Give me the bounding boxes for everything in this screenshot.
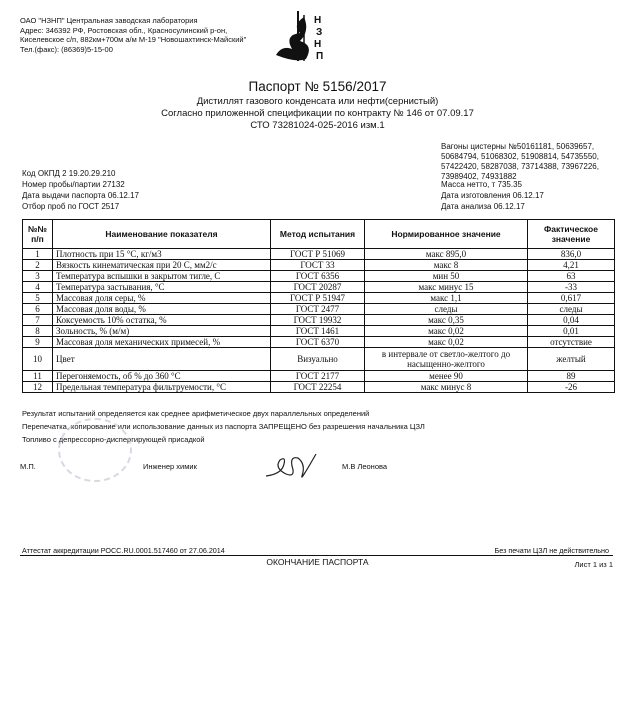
signer-name: М.В Леонова <box>342 462 388 471</box>
note-result: Результат испытаний определяется как среднее арифметическое двух параллельных определений <box>22 409 370 418</box>
indicator-name: Коксуемость 10% остатка, % <box>53 315 271 326</box>
indicator-name: Предельная температура фильтруемости, °С <box>53 382 271 393</box>
test-method: ГОСТ 6356 <box>271 271 365 282</box>
contract-line: Согласно приложенной спецификации по контракту № 146 от 07.09.17 <box>161 108 474 119</box>
footer-divider <box>20 555 613 556</box>
norm-value: макс 0,02 <box>365 326 528 337</box>
wagon-line: Вагоны цистерны №50161181, 50639657, <box>441 142 595 151</box>
wagon-line: 57422420, 58287038, 73714388, 73967226, <box>441 162 599 171</box>
wagon-line: 50684794, 51068302, 51908814, 54735550, <box>441 152 599 161</box>
row-number: 7 <box>23 315 53 326</box>
actual-value: 89 <box>528 371 615 382</box>
header-line: Киселевское с/п, 882км+700м а/м М-19 "Новошахтинск-Майский" <box>20 35 247 44</box>
indicator-name: Перегоняемость, об % до 360 °С <box>53 371 271 382</box>
indicator-name: Температура вспышки в закрытом тигле, С <box>53 271 271 282</box>
wagon-list <box>441 142 621 182</box>
table-row <box>23 282 615 293</box>
results-table <box>22 219 615 393</box>
standard-line: СТО 73281024-025-2016 изм.1 <box>250 120 385 131</box>
indicator-name: Вязкость кинематическая при 20 С, мм2/с <box>53 260 271 271</box>
indicator-name: Зольность, % (м/м) <box>53 326 271 337</box>
stamp-place: М.П. <box>20 462 36 471</box>
table-row <box>23 271 615 282</box>
row-number: 9 <box>23 337 53 348</box>
actual-value: -26 <box>528 382 615 393</box>
table-row <box>23 249 615 260</box>
col-header-method: Метод испытания <box>271 220 365 249</box>
row-number: 5 <box>23 293 53 304</box>
logo-letter: Н <box>314 39 322 50</box>
norm-value: менее 90 <box>365 371 528 382</box>
norm-value: в интервале от светло-желтого до насыщенно-желтого <box>365 348 528 371</box>
test-method: ГОСТ 1461 <box>271 326 365 337</box>
sampling-standard: Отбор проб по ГОСТ 2517 <box>22 202 120 211</box>
sample-number: Номер пробы/партии 27132 <box>22 180 125 189</box>
note-copyright: Перепечатка, копирование или использование данных из паспорта ЗАПРЕЩЕНО без разрешения начальника ЦЗЛ <box>22 422 425 431</box>
indicator-name: Массовая доля воды, % <box>53 304 271 315</box>
page-counter: Лист 1 из 1 <box>574 560 613 569</box>
row-number: 1 <box>23 249 53 260</box>
test-method: ГОСТ 33 <box>271 260 365 271</box>
test-method: ГОСТ 6370 <box>271 337 365 348</box>
test-method: ГОСТ 2177 <box>271 371 365 382</box>
test-method: ГОСТ Р 51069 <box>271 249 365 260</box>
header-line: Тел.(факс): (86369)5-15-00 <box>20 44 113 54</box>
indicator-name: Цвет <box>53 348 271 371</box>
actual-value: 63 <box>528 271 615 282</box>
header-line: ОАО "НЗНП" Центральная заводская лаборатория <box>20 16 198 25</box>
signer-role: Инженер химик <box>143 462 197 471</box>
analysis-date: Дата анализа 06.12.17 <box>441 202 525 211</box>
wagon-line: 73989402, 74931882 <box>441 172 517 181</box>
note-additive: Топливо с депрессорно-диспергирующей присадкой <box>22 435 205 444</box>
row-number: 2 <box>23 260 53 271</box>
logo-letter: П <box>316 51 324 62</box>
norm-value: макс минус 8 <box>365 382 528 393</box>
indicator-name: Массовая доля механических примесей, % <box>53 337 271 348</box>
actual-value: 0,04 <box>528 315 615 326</box>
indicator-name: Плотность при 15 °С, кг/м3 <box>53 249 271 260</box>
actual-value: следы <box>528 304 615 315</box>
indicator-name: Массовая доля серы, % <box>53 293 271 304</box>
table-row <box>23 293 615 304</box>
col-header-actual: Фактическое значение <box>528 220 615 249</box>
lab-header <box>20 16 246 54</box>
actual-value: 0,617 <box>528 293 615 304</box>
table-row <box>23 315 615 326</box>
norm-value: макс 1,1 <box>365 293 528 304</box>
okpd-code: Код ОКПД 2 19.20.29.210 <box>22 169 116 178</box>
product-name: Дистиллят газового конденсата или нефти(сернистый) <box>196 96 439 107</box>
company-logo <box>270 5 340 67</box>
actual-value: 4,21 <box>528 260 615 271</box>
accreditation: Аттестат аккредитации РОСС.RU.0001.517460 от 27.06.2014 <box>22 546 225 555</box>
issue-date: Дата выдачи паспорта 06.12.17 <box>22 191 139 200</box>
norm-value: макс 8 <box>365 260 528 271</box>
actual-value: желтый <box>528 348 615 371</box>
logo-letter: З <box>316 27 323 38</box>
norm-value: следы <box>365 304 528 315</box>
table-row <box>23 326 615 337</box>
test-method: ГОСТ Р 51947 <box>271 293 365 304</box>
norm-value: макс 895,0 <box>365 249 528 260</box>
row-number: 4 <box>23 282 53 293</box>
indicator-name: Температура застывания, °С <box>53 282 271 293</box>
actual-value: отсутствие <box>528 337 615 348</box>
row-number: 6 <box>23 304 53 315</box>
norm-value: макс минус 15 <box>365 282 528 293</box>
net-mass: Масса нетто, т 735.35 <box>441 180 522 189</box>
header-line: Адрес: 346392 РФ, Ростовская обл., Красносулинский р-он, <box>20 25 228 35</box>
table-row <box>23 348 615 371</box>
col-header-norm: Нормированное значение <box>365 220 528 249</box>
row-number: 11 <box>23 371 53 382</box>
end-of-passport: ОКОНЧАНИЕ ПАСПОРТА <box>266 557 369 567</box>
norm-value: макс 0,02 <box>365 337 528 348</box>
table-row <box>23 304 615 315</box>
test-method: ГОСТ 20287 <box>271 282 365 293</box>
norm-value: мин 50 <box>365 271 528 282</box>
actual-value: 836,0 <box>528 249 615 260</box>
passport-title: Паспорт № 5156/2017 <box>248 79 387 94</box>
table-row <box>23 260 615 271</box>
row-number: 3 <box>23 271 53 282</box>
test-method: ГОСТ 22254 <box>271 382 365 393</box>
table-row <box>23 337 615 348</box>
col-header-number: №№ п/п <box>23 220 53 249</box>
actual-value: -33 <box>528 282 615 293</box>
test-method: ГОСТ 19932 <box>271 315 365 326</box>
manufacture-date: Дата изготовления 06.12.17 <box>441 191 544 200</box>
test-method: ГОСТ 2477 <box>271 304 365 315</box>
norm-value: макс 0,35 <box>365 315 528 326</box>
row-number: 10 <box>23 348 53 371</box>
signature-mark <box>262 446 322 491</box>
table-row <box>23 371 615 382</box>
table-header-row <box>23 220 615 249</box>
lab-seal <box>58 418 132 482</box>
col-header-indicator: Наименование показателя <box>53 220 271 249</box>
row-number: 12 <box>23 382 53 393</box>
test-method: Визуально <box>271 348 365 371</box>
row-number: 8 <box>23 326 53 337</box>
actual-value: 0,01 <box>528 326 615 337</box>
table-row <box>23 382 615 393</box>
logo-letter: Н <box>314 15 322 26</box>
validity-note: Без печати ЦЗЛ не действительно <box>494 546 609 555</box>
